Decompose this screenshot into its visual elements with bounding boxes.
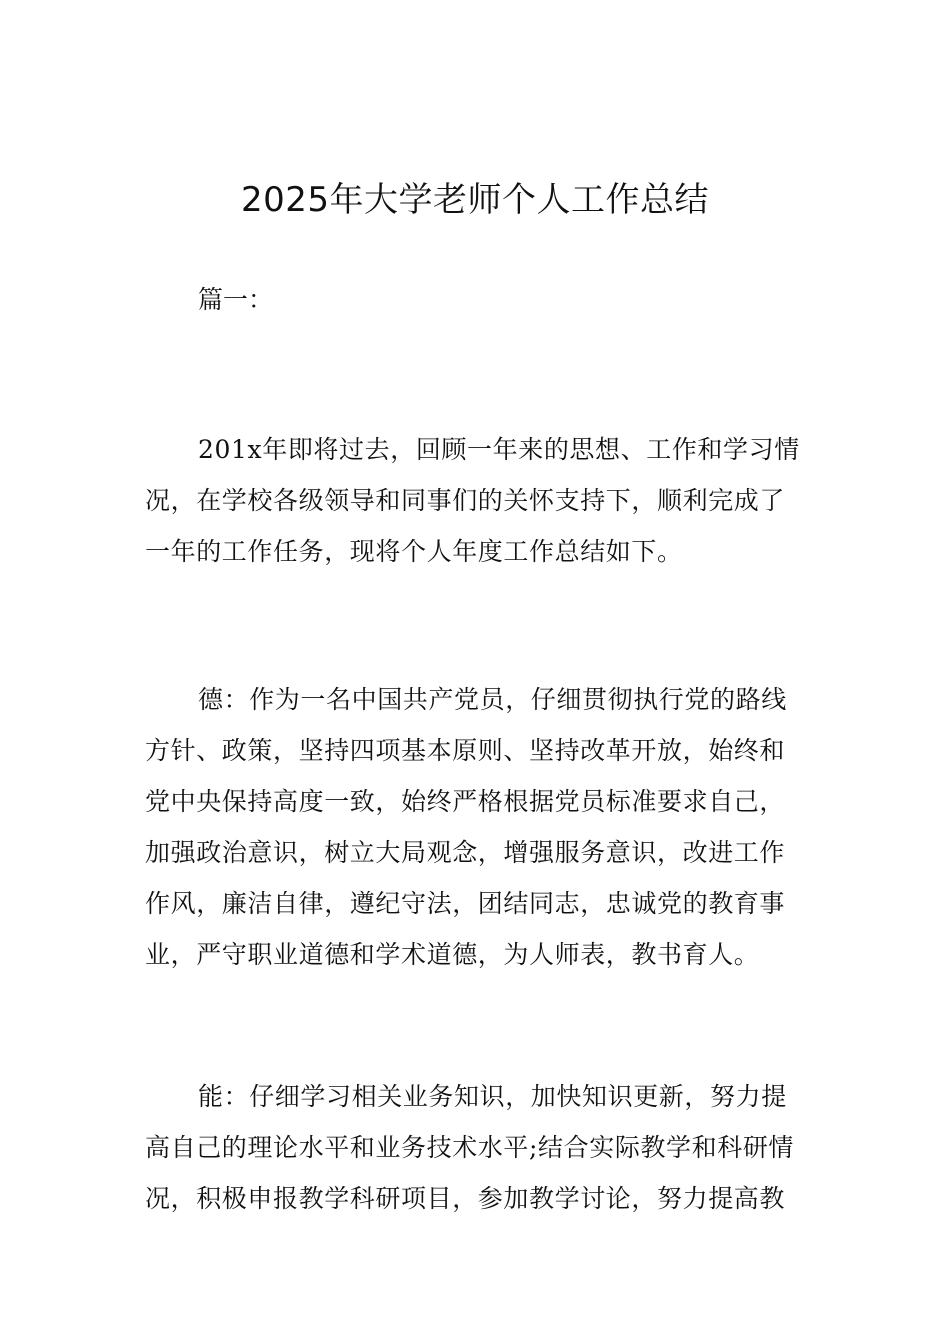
paragraph-line: 高自己的理论水平和业务技术水平;结合实际教学和科研情 xyxy=(145,1133,795,1162)
paragraph-line: 作风，廉洁自律，遵纪守法，团结同志，忠诚党的教育事 xyxy=(145,889,786,918)
paragraph-morality xyxy=(145,674,810,980)
paragraph-line: 德：作为一名中国共产党员，仔细贯彻执行党的路线 xyxy=(198,685,787,714)
paragraph-line: 加强政治意识，树立大局观念，增强服务意识，改进工作 xyxy=(145,838,786,867)
paragraph-ability xyxy=(145,1071,810,1224)
paragraph-line: 业，严守职业道德和学术道德，为人师表，教书育人。 xyxy=(145,940,760,969)
paragraph-line: 方针、政策，坚持四项基本原则、坚持改革开放，始终和 xyxy=(145,736,786,765)
paragraph-line: 能：仔细学习相关业务知识，加快知识更新，努力提 xyxy=(198,1082,787,1111)
paragraph-line: 一年的工作任务，现将个人年度工作总结如下。 xyxy=(145,537,683,566)
paragraph-line: 党中央保持高度一致，始终严格根据党员标准要求自己， xyxy=(145,787,786,816)
document-title: 2025年大学老师个人工作总结 xyxy=(240,180,710,220)
paragraph-intro xyxy=(145,424,810,577)
paragraph-line: 201x年即将过去，回顾一年来的思想、工作和学习情 xyxy=(198,435,800,464)
paragraph-line: 况，在学校各级领导和同事们的关怀支持下，顺利完成了 xyxy=(145,486,786,515)
section-label: 篇一： xyxy=(198,285,274,314)
paragraph-line: 况，积极申报教学科研项目，参加教学讨论，努力提高教 xyxy=(145,1184,786,1213)
